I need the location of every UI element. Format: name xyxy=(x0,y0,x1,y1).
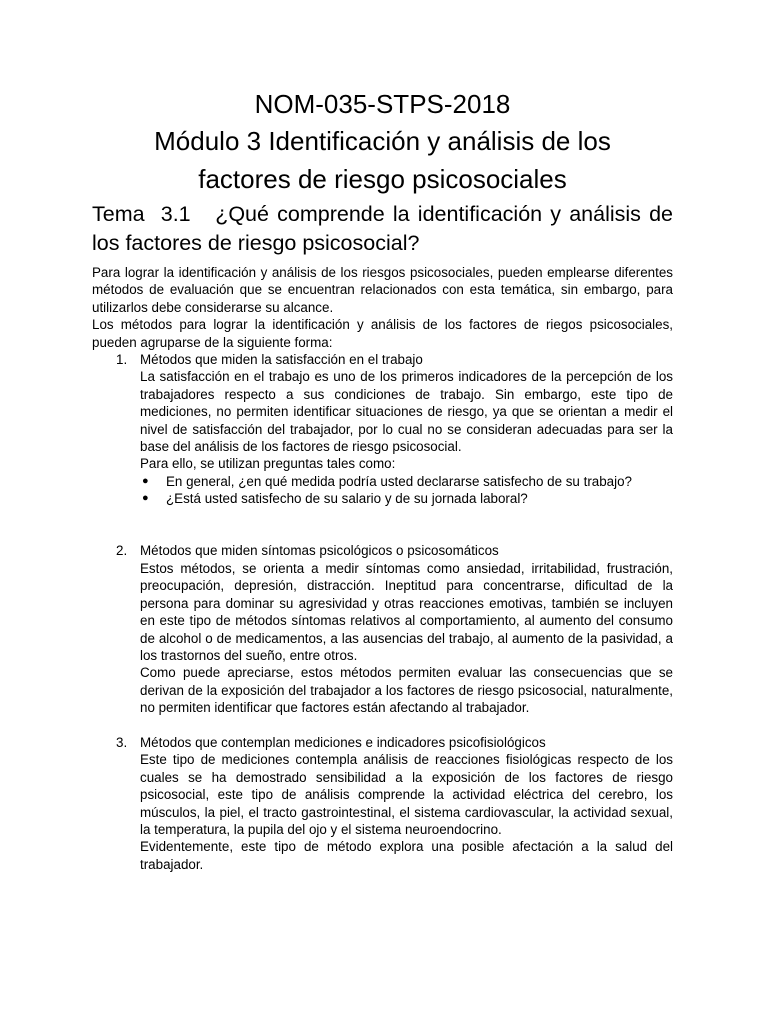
method-title: Métodos que miden síntomas psicológicos o psicosomáticos xyxy=(140,543,499,559)
method-title: Métodos que contemplan mediciones e indicadores psicofisiológicos xyxy=(140,734,546,750)
module-title-line-1: Módulo 3 Identificación y análisis de los xyxy=(154,126,611,156)
question-list xyxy=(140,473,673,508)
topic-heading xyxy=(92,200,673,258)
document-page xyxy=(92,86,673,873)
methods-list xyxy=(92,351,673,873)
method-paragraph: Estos métodos, se orienta a medir síntomas como ansiedad, irritabilidad, frustración, preocupación, depresión, distracción. Ineptitud para concentrarse, dificultad de la persona para dominar su agresividad y otras reacciones emotivas, también se incluyen en este tipo de métodos síntomas relativos al comportamiento, al aumento del consumo de alcohol o de medicamentos, a las ausencias del trabajo, al aumento de la pasividad, a los trastornos del sueño, entre otros. xyxy=(140,560,673,663)
method-number: 3. xyxy=(116,734,128,750)
topic-text: ¿Qué comprende la identificación y análisis de los factores de riesgo psicosocial? xyxy=(92,202,674,255)
method-title: Métodos que miden la satisfacción en el trabajo xyxy=(140,352,423,368)
method-item-2 xyxy=(92,542,673,716)
method-paragraph: Como puede apreciarse, estos métodos permiten evaluar las consecuencias que se derivan de la exposición del trabajador a los factores de riesgo psicosocial, naturalmente, no permiten identificar que factores están afectando al trabajador. xyxy=(140,665,673,716)
method-paragraph: La satisfacción en el trabajo es uno de los primeros indicadores de la percepción de los trabajadores respecto a sus condiciones de trabajo. Sin embargo, este tipo de mediciones, no permiten identificar situaciones de riesgo, ya que se orientan a medir el nivel de satisfacción del trabajador, por lo cual no se consideran adecuadas para ser la base del análisis de los factores de riesgo psicosocial. xyxy=(140,369,673,455)
list-item xyxy=(140,490,673,507)
intro-paragraph-2: Los métodos para lograr la identificación y análisis de los factores de riegos psicosociales, pueden agruparse de la siguiente forma: xyxy=(92,317,673,350)
bullet-icon: ● xyxy=(142,492,149,505)
method-paragraph: Este tipo de mediciones contempla análisis de reacciones fisiológicas respecto de los cuales se ha demostrado sensibilidad a la exposición de los factores de riesgo psicosocial, este tipo de análisis comprende la actividad eléctrica del cerebro, los músculos, la piel, el tracto gastrointestinal, el sistema cardiovascular, la actividad sexual, la temperatura, la pupila del ojo y el sistema neuroendocrino. xyxy=(140,752,673,837)
method-number: 1. xyxy=(116,352,128,368)
method-paragraph: Evidentemente, este tipo de método explora una posible afectación a la salud del trabajador. xyxy=(140,839,673,872)
question-text: ¿Está usted satisfecho de su salario y de su jornada laboral? xyxy=(166,491,528,507)
method-number: 2. xyxy=(116,543,128,559)
intro-paragraph-1: Para lograr la identificación y análisis de los riesgos psicosociales, pueden emplearse diferentes métodos de evaluación que se encuentran relacionados con esta temática, sin embargo, para utilizarlos debe considerarse su alcance. xyxy=(92,265,673,315)
module-title-line-2: factores de riesgo psicosociales xyxy=(198,164,567,194)
list-item xyxy=(140,473,673,490)
document-title: NOM-035-STPS-2018 xyxy=(254,89,511,119)
topic-number: Tema 3.1 xyxy=(92,202,191,226)
question-text: En general, ¿en qué medida podría usted declararse satisfecho de su trabajo? xyxy=(166,473,632,489)
method-paragraph: Para ello, se utilizan preguntas tales como: xyxy=(140,456,396,472)
method-item-1 xyxy=(92,351,673,525)
method-item-3 xyxy=(92,734,673,873)
bullet-icon: ● xyxy=(142,474,149,487)
